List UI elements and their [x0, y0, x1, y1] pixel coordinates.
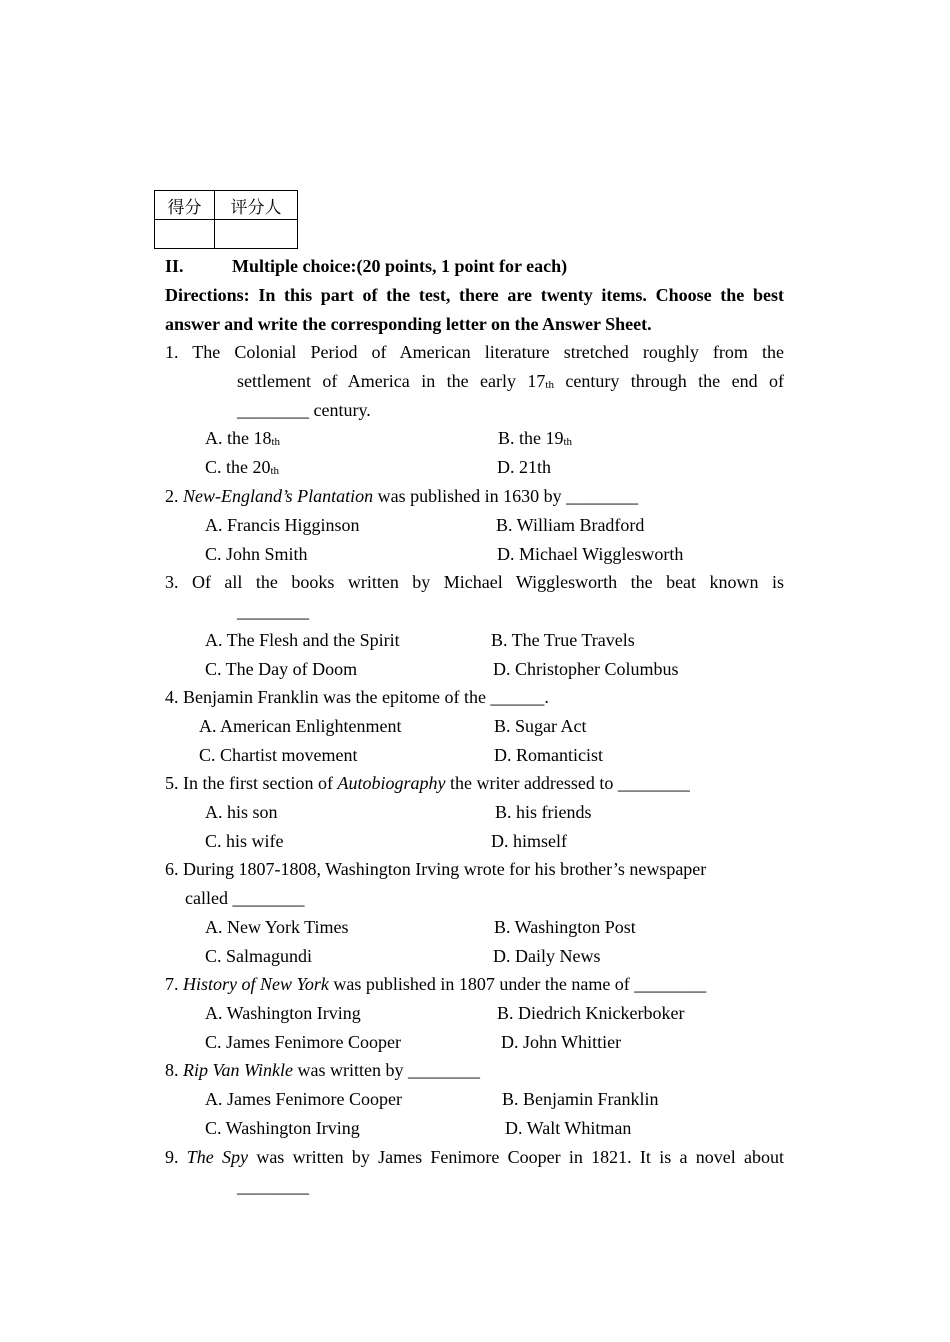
question-7 [165, 974, 706, 994]
question-1-line-1: 1. The Colonial Period of American literature stretched roughly from the [165, 342, 784, 362]
question-1-line-2-end: century through the end of [553, 371, 784, 391]
question-1-line-2-text: settlement of America in the early 17 [237, 371, 546, 391]
q3-option-a: A. The Flesh and the Spirit [205, 630, 400, 650]
question-9-text: was written by James Fenimore Cooper in 1821. It is a novel about [248, 1147, 784, 1167]
question-5 [165, 773, 690, 793]
question-2-title: New-England’s Plantation [183, 486, 374, 506]
question-6-line-1: 6. During 1807-1808, Washington Irving wrote for his brother’s newspaper [165, 859, 707, 879]
q2-option-b: B. William Bradford [496, 515, 645, 535]
score-label: 得分 [155, 191, 215, 220]
q4-option-c: C. Chartist movement [199, 745, 358, 765]
question-1-superscript: th [545, 379, 554, 391]
q4-option-b: B. Sugar Act [494, 716, 587, 736]
q1-option-c-text: C. the 20 [205, 457, 271, 477]
grader-cell[interactable] [215, 220, 298, 249]
score-table-entry-row [155, 220, 298, 249]
question-5-text: 5. In the first section of [165, 773, 338, 793]
question-1-line-3: ________ century. [237, 400, 371, 420]
q1-option-c [205, 457, 279, 480]
q7-option-a: A. Washington Irving [205, 1003, 361, 1023]
question-8 [165, 1060, 480, 1080]
q7-option-b: B. Diedrich Knickerboker [497, 1003, 685, 1023]
grader-label: 评分人 [215, 191, 298, 220]
question-6-line-2: called ________ [185, 888, 305, 908]
question-2-number: 2. [165, 486, 183, 506]
q1-option-a-sup: th [271, 436, 281, 448]
q1-option-b-sup: th [563, 436, 573, 448]
q5-option-d: D. himself [491, 831, 567, 851]
question-2 [165, 486, 638, 506]
q7-option-d: D. John Whittier [501, 1032, 622, 1052]
q1-option-a [205, 428, 280, 451]
q1-option-a-text: A. the 18 [205, 428, 272, 448]
question-8-text: was written by ________ [292, 1060, 480, 1080]
question-7-text: was published in 1807 under the name of ________ [328, 974, 707, 994]
question-5-title: Autobiography [337, 773, 446, 793]
question-7-number: 7. [165, 974, 183, 994]
q6-option-a: A. New York Times [205, 917, 349, 937]
q8-option-c: C. Washington Irving [205, 1118, 360, 1138]
score-table [154, 190, 298, 249]
score-cell[interactable] [155, 220, 215, 249]
question-3-line-1: 3. Of all the books written by Michael Wigglesworth the beat known is [165, 572, 784, 592]
section-number: II. [165, 256, 184, 276]
question-4: 4. Benjamin Franklin was the epitome of the ______. [165, 687, 549, 707]
q1-option-d: D. 21th [497, 457, 551, 477]
q8-option-a: A. James Fenimore Cooper [205, 1089, 402, 1109]
question-7-title: History of New York [183, 974, 329, 994]
q7-option-c: C. James Fenimore Cooper [205, 1032, 401, 1052]
question-9-number: 9. [165, 1147, 187, 1167]
question-2-text: was published in 1630 by ________ [373, 486, 639, 506]
q3-option-c: C. The Day of Doom [205, 659, 358, 679]
q3-option-b: B. The True Travels [491, 630, 635, 650]
q1-option-c-sup: th [270, 465, 280, 477]
section-title: Multiple choice:(20 points, 1 point for each) [232, 256, 568, 276]
q5-option-a: A. his son [205, 802, 278, 822]
q1-option-b-text: B. the 19 [498, 428, 564, 448]
q1-option-b [498, 428, 572, 451]
q2-option-a: A. Francis Higginson [205, 515, 360, 535]
q8-option-d: D. Walt Whitman [505, 1118, 632, 1138]
question-5-text-end: the writer addressed to ________ [445, 773, 690, 793]
question-1-line-2 [237, 371, 784, 394]
q5-option-c: C. his wife [205, 831, 284, 851]
q6-option-c: C. Salmagundi [205, 946, 312, 966]
q5-option-b: B. his friends [495, 802, 592, 822]
score-table-header-row [155, 191, 298, 220]
q8-option-b: B. Benjamin Franklin [502, 1089, 659, 1109]
q3-option-d: D. Christopher Columbus [493, 659, 679, 679]
question-9-title: The Spy [186, 1147, 249, 1167]
q2-option-c: C. John Smith [205, 544, 308, 564]
q6-option-b: B. Washington Post [494, 917, 636, 937]
directions-line-2: answer and write the corresponding letter on the Answer Sheet. [165, 314, 652, 334]
q6-option-d: D. Daily News [493, 946, 601, 966]
q2-option-d: D. Michael Wigglesworth [497, 544, 684, 564]
question-8-title: Rip Van Winkle [183, 1060, 293, 1080]
question-3-line-2: ________ [237, 601, 309, 621]
q4-option-a: A. American Enlightenment [199, 716, 402, 736]
question-9-line-1 [165, 1147, 784, 1167]
directions-line-1: Directions: In this part of the test, there are twenty items. Choose the best [165, 285, 784, 305]
q4-option-d: D. Romanticist [494, 745, 603, 765]
question-8-number: 8. [165, 1060, 183, 1080]
question-9-line-2: ________ [237, 1176, 309, 1196]
